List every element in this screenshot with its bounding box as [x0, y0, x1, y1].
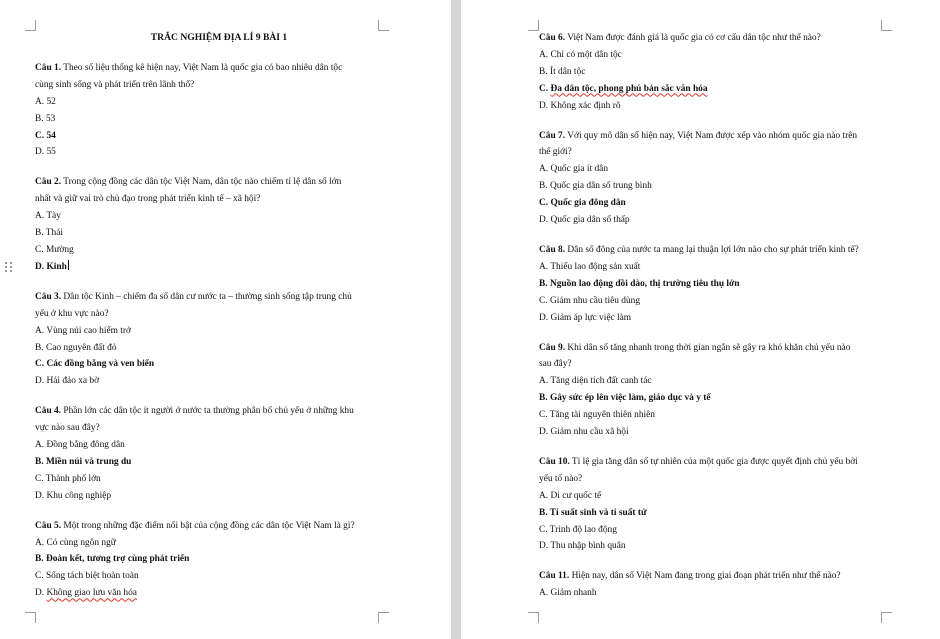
question-text: Câu 4. Phần lớn các dân tộc ít người ở nước ta thường phân bố chủ yếu ở những khu — [35, 406, 354, 417]
answer-option: A. Vùng núi cao hiểm trở — [35, 325, 131, 336]
answer-option: A. Quốc gia ít dân — [539, 164, 609, 175]
question-label: Câu 8. — [539, 244, 566, 255]
question-block — [35, 403, 395, 504]
question-text: Câu 5. Một trong những đặc điểm nổi bật của cộng đồng các dân tộc Việt Nam là gì? — [35, 520, 355, 531]
page-gutter — [451, 0, 461, 639]
answer-option: D. Không giao lưu văn hóa — [35, 588, 137, 599]
question-label: Câu 9. — [539, 342, 566, 353]
answer-option: A. Giảm nhanh — [539, 588, 597, 599]
answer-option-correct: C. Đa dân tộc, phong phú bản sắc văn hóa — [539, 83, 708, 94]
question-text-continued: vực nào sau đây? — [35, 423, 100, 434]
answer-option: D. Quốc gia dân số thấp — [539, 215, 630, 226]
question-text: Câu 11. Hiện nay, dân số Việt Nam đang trong giai đoạn phát triển như thế nào? — [539, 571, 841, 582]
answer-option-correct: B. Miền núi và trung du — [35, 456, 132, 467]
answer-option: C. Thành phố lớn — [35, 473, 101, 484]
question-block — [35, 174, 395, 275]
answer-option-correct: B. Gây sức ép lên việc làm, giáo dục và y tế — [539, 393, 711, 404]
margin-corner-mark — [528, 20, 539, 31]
page-content[interactable] — [35, 30, 395, 615]
answer-option: A. Chỉ có một dân tộc — [539, 49, 622, 60]
question-label: Câu 10. — [539, 456, 570, 467]
page-content[interactable] — [539, 30, 899, 615]
question-text-continued: yếu ở khu vực nào? — [35, 308, 109, 319]
answer-option: A. Tăng diện tích đất canh tác — [539, 376, 652, 387]
drag-handle-icon[interactable] — [5, 262, 13, 276]
question-label: Câu 4. — [35, 406, 62, 417]
answer-option: C. Giảm nhu cầu tiêu dùng — [539, 295, 641, 306]
answer-option: D. Khu công nghiệp — [35, 490, 112, 501]
answer-option-correct: D. Kinh — [35, 261, 67, 272]
answer-option: D. Giảm nhu cầu xã hội — [539, 427, 629, 438]
answer-option: A. 52 — [35, 96, 56, 107]
question-text: Câu 10. Tỉ lệ gia tăng dân số tự nhiên của một quốc gia được quyết định chủ yếu bởi — [539, 456, 858, 467]
answer-option: C. Trình độ lao động — [539, 524, 617, 535]
answer-option: A. Đồng bằng đông dân — [35, 440, 125, 451]
answer-option: B. Ít dân tộc — [539, 66, 586, 77]
answer-option-correct: B. Đoàn kết, tương trợ cùng phát triển — [35, 554, 190, 565]
spelling-flagged-text: Không giao lưu văn hóa — [46, 588, 137, 599]
question-block — [35, 60, 395, 161]
question-label: Câu 7. — [539, 130, 566, 141]
question-block — [539, 454, 899, 555]
question-block — [539, 242, 899, 327]
question-block — [539, 30, 899, 115]
question-block — [35, 518, 395, 603]
question-text: Câu 3. Dân tộc Kinh – chiếm đa số dân cư nước ta – thường sinh sống tập trung chủ — [35, 291, 352, 302]
answer-option: C. Sống tách biệt hoàn toàn — [35, 571, 139, 582]
answer-option: A. Di cư quốc tế — [539, 490, 602, 501]
answer-option-correct: B. Nguồn lao động dồi dào, thị trường tiêu thụ lớn — [539, 278, 740, 289]
document-page-left[interactable] — [0, 0, 451, 639]
question-text: Câu 7. Với quy mô dân số hiện nay, Việt Nam được xếp vào nhóm quốc gia nào trên — [539, 130, 858, 141]
question-text: Câu 8. Dân số đông của nước ta mang lại thuận lợi lớn nào cho sự phát triển kinh tế? — [539, 244, 859, 255]
question-text-continued: thế giới? — [539, 147, 572, 158]
spelling-flagged-text: Đa dân tộc, phong phú bản sắc văn hóa — [550, 83, 708, 94]
text-cursor — [68, 260, 69, 270]
answer-option: D. 55 — [35, 147, 56, 158]
document-page-right[interactable] — [461, 0, 940, 639]
answer-option: A. Có cùng ngôn ngữ — [35, 537, 116, 548]
answer-option: C. Mường — [35, 244, 74, 255]
document-title: TRẮC NGHIỆM ĐỊA LÍ 9 BÀI 1 — [150, 32, 288, 43]
answer-option: A. Tày — [35, 211, 61, 222]
answer-option-correct: C. Quốc gia đông dân — [539, 198, 626, 209]
answer-option: D. Không xác định rõ — [539, 100, 621, 111]
answer-option: B. Cao nguyên đất đỏ — [35, 342, 117, 353]
answer-option-correct: B. Tỉ suất sinh và tỉ suất tử — [539, 507, 647, 518]
question-label: Câu 6. — [539, 33, 566, 43]
answer-option: B. Thái — [35, 228, 63, 239]
question-text-continued: sau đây? — [539, 359, 572, 370]
question-label: Câu 2. — [35, 177, 62, 188]
answer-option: B. 53 — [35, 113, 56, 124]
question-text-continued: yếu tố nào? — [539, 473, 583, 484]
question-block — [539, 568, 899, 602]
question-text: Câu 6. Việt Nam được đánh giá là quốc gia có cơ cấu dân tộc như thế nào? — [539, 33, 821, 43]
question-label: Câu 5. — [35, 520, 62, 531]
question-text: Câu 2. Trong cộng đồng các dân tộc Việt Nam, dân tộc nào chiếm tỉ lệ dân số lớn — [35, 177, 342, 188]
answer-option: D. Thu nhập bình quân — [539, 541, 626, 552]
question-text: Câu 9. Khi dân số tăng nhanh trong thời gian ngắn sẽ gây ra khó khăn chủ yếu nào — [539, 342, 851, 353]
question-block — [35, 289, 395, 390]
question-text-continued: nhất và giữ vai trò chủ đạo trong phát triển kinh tế – xã hội? — [35, 194, 261, 205]
question-label: Câu 11. — [539, 571, 570, 582]
answer-option-correct: C. Các đồng bằng và ven biển — [35, 359, 155, 370]
answer-option: D. Hải đảo xa bờ — [35, 376, 100, 387]
question-label: Câu 1. — [35, 62, 62, 73]
answer-option-correct: C. 54 — [35, 130, 56, 141]
answer-option: C. Tăng tài nguyên thiên nhiên — [539, 410, 655, 421]
question-block — [539, 340, 899, 441]
answer-option: D. Giảm áp lực việc làm — [539, 312, 632, 323]
answer-option: B. Quốc gia dân số trung bình — [539, 181, 652, 192]
answer-option: A. Thiếu lao động sản xuất — [539, 261, 641, 272]
margin-corner-mark — [528, 612, 539, 623]
question-label: Câu 3. — [35, 291, 62, 302]
question-block — [539, 128, 899, 229]
question-text-continued: cùng sinh sống và phát triển trên lãnh thổ? — [35, 79, 195, 90]
question-text: Câu 1. Theo số liệu thống kê hiện nay, Việt Nam là quốc gia có bao nhiêu dân tộc — [35, 62, 343, 73]
